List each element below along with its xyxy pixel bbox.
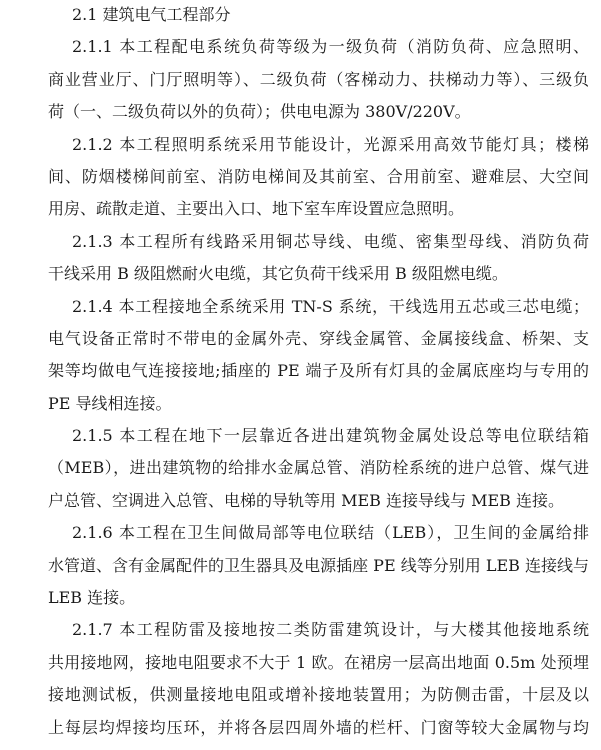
text-line: 2.1.7 本工程防雷及接地按二类防雷建筑设计，与大楼其他接地系统	[72, 620, 589, 640]
text-line: 商业营业厅、门厅照明等）、二级负荷（客梯动力、扶梯动力等）、三级负	[48, 69, 589, 89]
paragraph-2-1-7	[48, 614, 589, 744]
text-line: 2.1.3 本工程所有线路采用铜芯导线、电缆、密集型母线、消防负荷	[72, 231, 589, 251]
text-line: 上每层均焊接均压环，并将各层四周外墙的栏杆、门窗等较大金属物与均	[48, 717, 589, 737]
document-body	[48, 0, 589, 744]
text-line: 荷（一、二级负荷以外的负荷）；供电电源为 380V/220V。	[48, 102, 471, 122]
paragraph-2-1-3	[48, 226, 589, 291]
paragraph-2-1-4	[48, 291, 589, 421]
text-line: 架等均做电气连接接地;插座的 PE 端子及所有灯具的金属底座均与专用的	[48, 361, 589, 381]
section-heading: 2.1 建筑电气工程部分	[72, 5, 231, 24]
paragraph-2-1-1	[48, 31, 589, 128]
text-line: 2.1.5 本工程在地下一层靠近各进出建筑物金属处设总等电位联结箱	[72, 426, 589, 446]
paragraph-2-1-2	[48, 129, 589, 226]
text-line: 接地测试板，供测量接地电阻或增补接地装置用；为防侧击雷，十层及以	[48, 685, 589, 705]
text-line: 水管道、含有金属配件的卫生器具及电源插座 PE 线等分别用 LEB 连接线与	[48, 555, 589, 575]
text-line: LEB 连接。	[48, 588, 136, 608]
text-line: 共用接地网，接地电阻要求不大于 1 欧。在裙房一层高出地面 0.5m 处预埋	[48, 652, 589, 672]
text-line: 电气设备正常时不带电的金属外壳、穿线金属管、金属接线盒、桥架、支	[48, 328, 589, 348]
text-line: PE 导线相连接。	[48, 393, 172, 413]
text-line: 间、防烟楼梯间前室、消防电梯间及其前室、合用前室、避难层、大空间	[48, 166, 589, 186]
paragraph-2-1-5	[48, 420, 589, 517]
text-line: 干线采用 B 级阻燃耐火电缆，其它负荷干线采用 B 级阻燃电缆。	[48, 264, 508, 284]
text-line: 2.1.2 本工程照明系统采用节能设计，光源采用高效节能灯具；楼梯	[72, 134, 589, 154]
text-line: 2.1.1 本工程配电系统负荷等级为一级负荷（消防负荷、应急照明、	[72, 37, 589, 57]
text-line: 2.1.4 本工程接地全系统采用 TN-S 系统，干线选用五芯或三芯电缆；	[72, 296, 589, 316]
text-line: 户总管、空调进入总管、电梯的导轨等用 MEB 连接导线与 MEB 连接。	[48, 490, 564, 510]
text-line: 2.1.6 本工程在卫生间做局部等电位联结（LEB），卫生间的金属给排	[72, 523, 589, 543]
text-line: 用房、疏散走道、主要出入口、地下室车库设置应急照明。	[48, 199, 465, 219]
paragraph-2-1-6	[48, 517, 589, 614]
text-line: （MEB），进出建筑物的给排水金属总管、消防栓系统的进户总管、煤气进	[48, 458, 589, 478]
